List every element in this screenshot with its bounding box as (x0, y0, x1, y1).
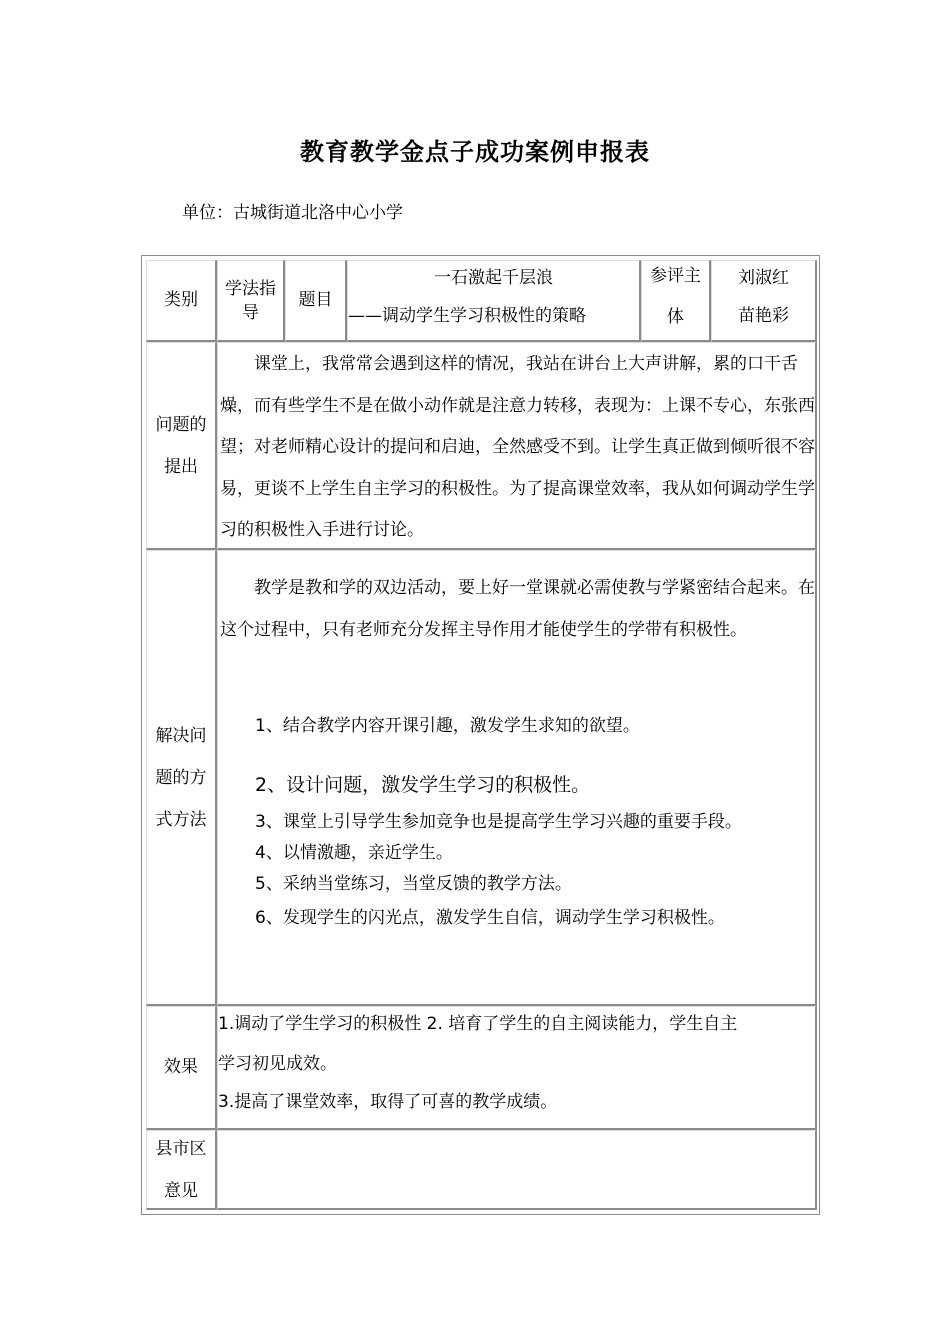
reviewer-label-line1: 参评主 (650, 266, 701, 286)
effect-line-1: 1.调动了学生学习的积极性 2. 培育了学生的自主阅读能力，学生自主 (218, 1014, 738, 1034)
category-label-cell (146, 260, 217, 342)
category-value-line1: 学法指 (225, 278, 276, 299)
effect-content-cell (217, 1006, 817, 1130)
reviewer-label-cell (641, 260, 711, 342)
topic-main: 一石激起千层浪 (434, 268, 553, 288)
solution-item-1: 1、结合教学内容开课引趣，激发学生求知的欲望。 (255, 716, 640, 736)
effect-label: 效果 (164, 1057, 198, 1078)
topic-label: 题目 (298, 290, 333, 311)
county-opinion-cell (217, 1130, 817, 1210)
solution-label-line1: 解决问 (155, 725, 207, 746)
solution-label-cell (146, 550, 217, 1006)
problem-label-line2: 提出 (164, 456, 198, 477)
solution-intro: 教学是教和学的双边活动，要上好一堂课就必需使教与学紧密结合起来。在这个过程中，只有老师充分发挥主导作用才能使学生的学带有积极性。 (220, 578, 815, 640)
page-title: 教育教学金点子成功案例申报表 (300, 138, 650, 166)
solution-content-cell (217, 550, 817, 1006)
solution-item-3: 3、课堂上引导学生参加竞争也是提高学生学习兴趣的重要手段。 (255, 812, 742, 832)
solution-item-2: 2、设计问题，激发学生学习的积极性。 (255, 774, 591, 796)
topic-cell (347, 260, 641, 342)
problem-text: 课堂上，我常常会遇到这样的情况，我站在讲台上大声讲解，累的口干舌燥，而有些学生不是在做小动作就是注意力转移，表现为：上课不专心，东张西望；对老师精心设计的提问和启迪，全然感受不到。让学生真正做到倾听很不容易，更谈不上学生自主学习的积极性。为了提高课堂效率，我从如何调动学生学习的积极性入手进行讨论。 (220, 354, 815, 540)
solution-item-5: 5、采纳当堂练习，当堂反馈的教学方法。 (255, 874, 572, 894)
effect-line-2: 学习初见成效。 (218, 1054, 337, 1074)
unit-line: 单位：古城街道北洛中心小学 (182, 203, 403, 223)
county-label-cell (146, 1130, 217, 1210)
problem-content-cell (217, 342, 817, 550)
solution-label-line2: 题的方 (155, 767, 207, 788)
topic-subtitle: ——调动学生学习积极性的策略 (348, 306, 586, 326)
effect-label-cell (146, 1006, 217, 1130)
reviewer-name-1: 刘淑红 (738, 268, 789, 288)
county-label-line2: 意见 (164, 1180, 198, 1201)
reviewers-cell (711, 260, 817, 342)
solution-item-4: 4、以情激趣，亲近学生。 (255, 843, 453, 863)
topic-label-cell (285, 260, 347, 342)
category-label: 类别 (164, 290, 198, 311)
effect-line-3: 3.提高了课堂效率，取得了可喜的教学成绩。 (218, 1092, 558, 1112)
problem-label-cell (146, 342, 217, 550)
application-form-table (141, 255, 820, 1215)
solution-label-line3: 式方法 (155, 809, 207, 830)
category-value-cell (217, 260, 285, 342)
reviewer-name-2: 苗艳彩 (738, 306, 789, 326)
county-label-line1: 县市区 (155, 1138, 207, 1159)
solution-item-6: 6、发现学生的闪光点，激发学生自信，调动学生学习积极性。 (255, 908, 725, 928)
category-value-line2: 导 (242, 302, 259, 323)
reviewer-label-line2: 体 (667, 307, 684, 327)
problem-label-line1: 问题的 (155, 414, 207, 435)
